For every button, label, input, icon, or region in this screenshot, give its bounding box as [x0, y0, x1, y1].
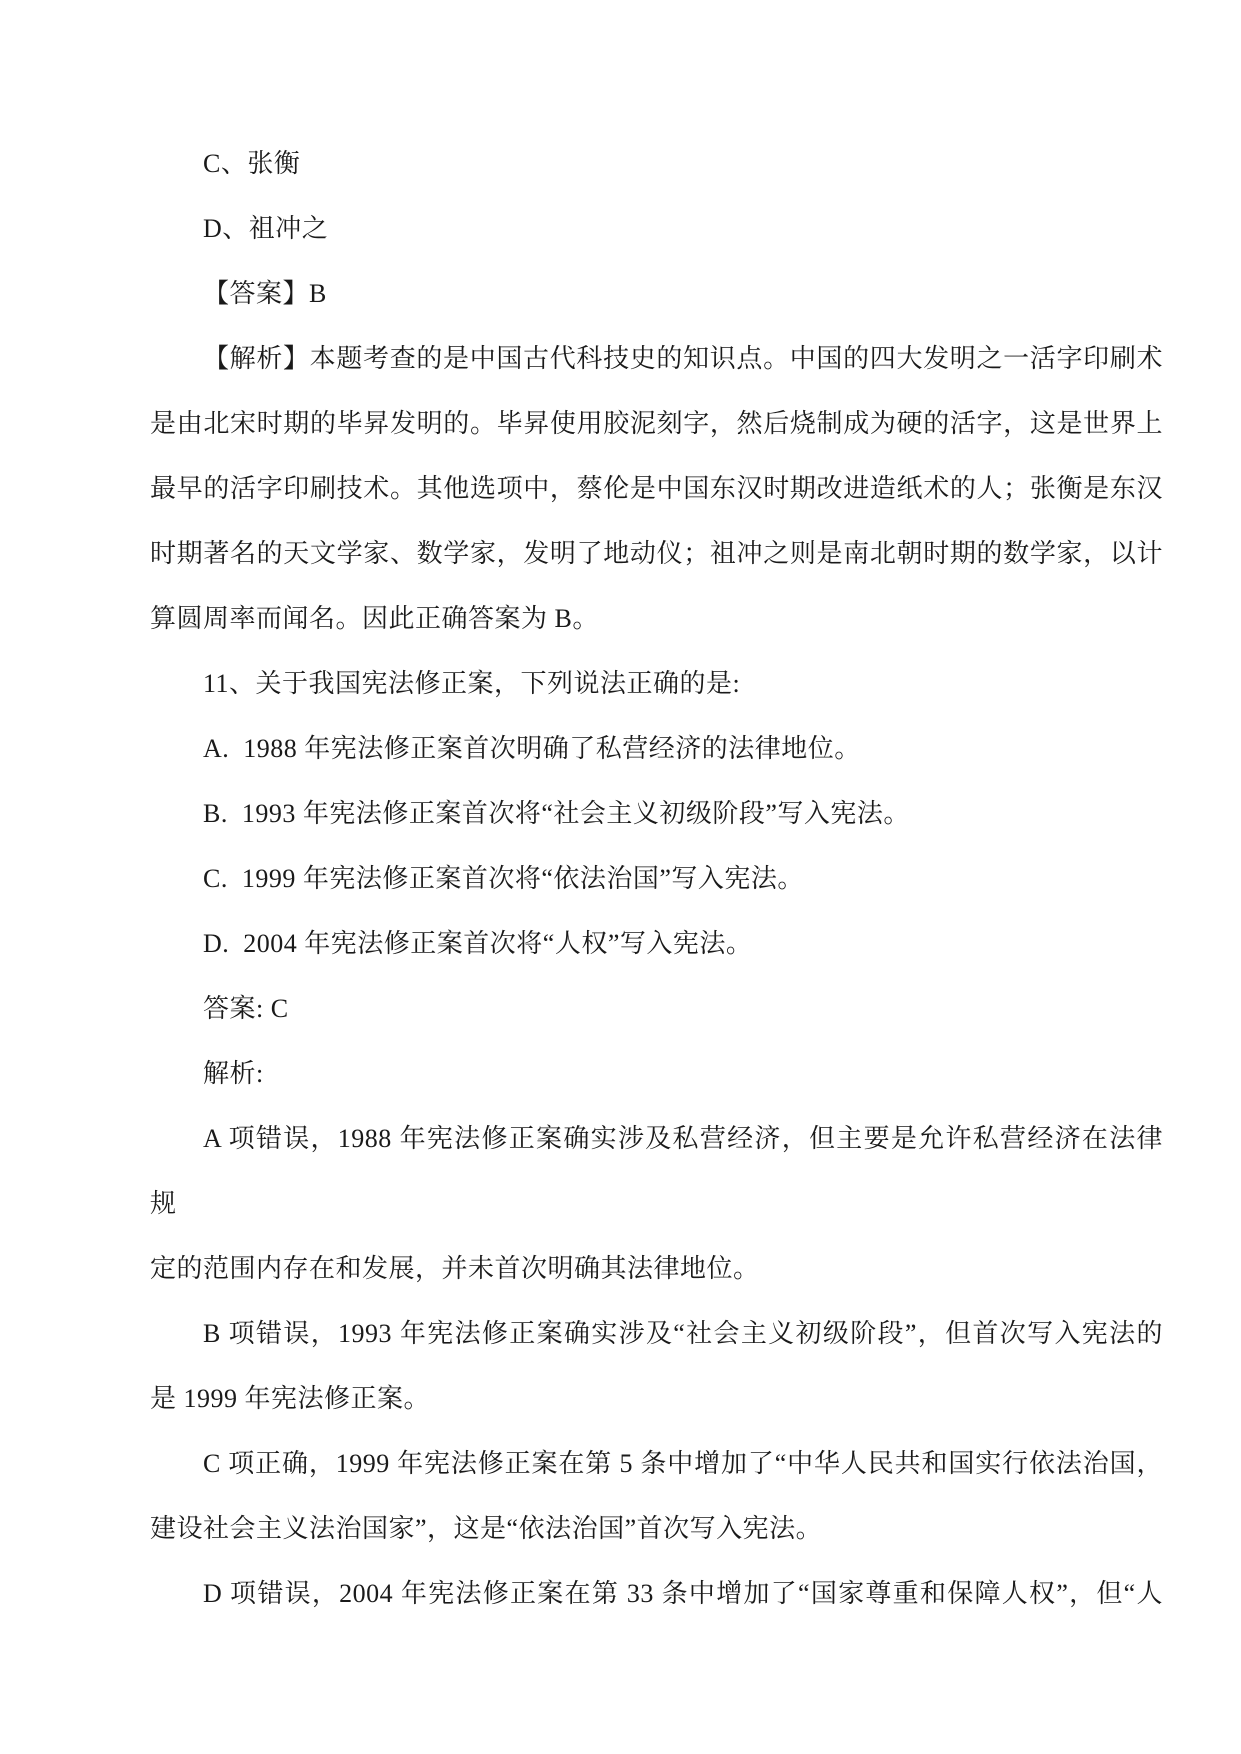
text-line: D、祖冲之	[203, 214, 329, 243]
q11-option-d	[150, 911, 1163, 976]
document-body	[150, 131, 1163, 1626]
q10-answer	[150, 261, 1163, 326]
q11-option-a	[150, 716, 1163, 781]
q11-analysis-c	[150, 1431, 1163, 1561]
text-line: 定的范围内存在和发展，并未首次明确其法律地位。	[150, 1254, 760, 1283]
text-line: A. 1988 年宪法修正案首次明确了私营经济的法律地位。	[203, 734, 861, 763]
q11-analysis-a	[150, 1106, 1163, 1301]
text-line: 答案: C	[203, 994, 289, 1023]
q11-stem	[150, 651, 1163, 716]
q10-option-c	[150, 131, 1163, 196]
text-line: C 项正确，1999 年宪法修正案在第 5 条中增加了“中华人民共和国实行依法治国，	[203, 1449, 1163, 1478]
q11-analysis-label	[150, 1041, 1163, 1106]
q11-option-c	[150, 846, 1163, 911]
text-line: B. 1993 年宪法修正案首次将“社会主义初级阶段”写入宪法。	[203, 799, 910, 828]
q11-answer	[150, 976, 1163, 1041]
q11-analysis-b	[150, 1301, 1163, 1431]
text-line: C. 1999 年宪法修正案首次将“依法治国”写入宪法。	[203, 864, 804, 893]
text-line: 【解析】本题考查的是中国古代科技史的知识点。中国的四大发明之一活字印刷术	[203, 344, 1163, 373]
text-line: 解析:	[203, 1059, 264, 1088]
q11-option-b	[150, 781, 1163, 846]
text-line: 最早的活字印刷技术。其他选项中，蔡伦是中国东汉时期改进造纸术的人；张衡是东汉	[150, 474, 1163, 503]
text-line: C、张衡	[203, 149, 301, 178]
text-line: D. 2004 年宪法修正案首次将“人权”写入宪法。	[203, 929, 753, 958]
text-line: D 项错误，2004 年宪法修正案在第 33 条中增加了“国家尊重和保障人权”，但“人	[203, 1579, 1163, 1608]
q11-analysis-d	[150, 1561, 1163, 1626]
text-line: 是由北宋时期的毕昇发明的。毕昇使用胶泥刻字，然后烧制成为硬的活字，这是世界上	[150, 409, 1163, 438]
text-line: 算圆周率而闻名。因此正确答案为 B。	[150, 604, 599, 633]
text-line: 建设社会主义法治国家”，这是“依法治国”首次写入宪法。	[150, 1514, 823, 1543]
text-line: 【答案】B	[203, 279, 327, 308]
text-line: A 项错误，1988 年宪法修正案确实涉及私营经济，但主要是允许私营经济在法律规	[150, 1124, 1163, 1218]
text-line: 是 1999 年宪法修正案。	[150, 1384, 431, 1413]
q10-analysis	[150, 326, 1163, 651]
text-line: 11、关于我国宪法修正案，下列说法正确的是:	[203, 669, 741, 698]
q10-option-d	[150, 196, 1163, 261]
text-line: 时期著名的天文学家、数学家，发明了地动仪；祖冲之则是南北朝时期的数学家，以计	[150, 539, 1163, 568]
text-line: B 项错误，1993 年宪法修正案确实涉及“社会主义初级阶段”，但首次写入宪法的	[203, 1319, 1163, 1348]
